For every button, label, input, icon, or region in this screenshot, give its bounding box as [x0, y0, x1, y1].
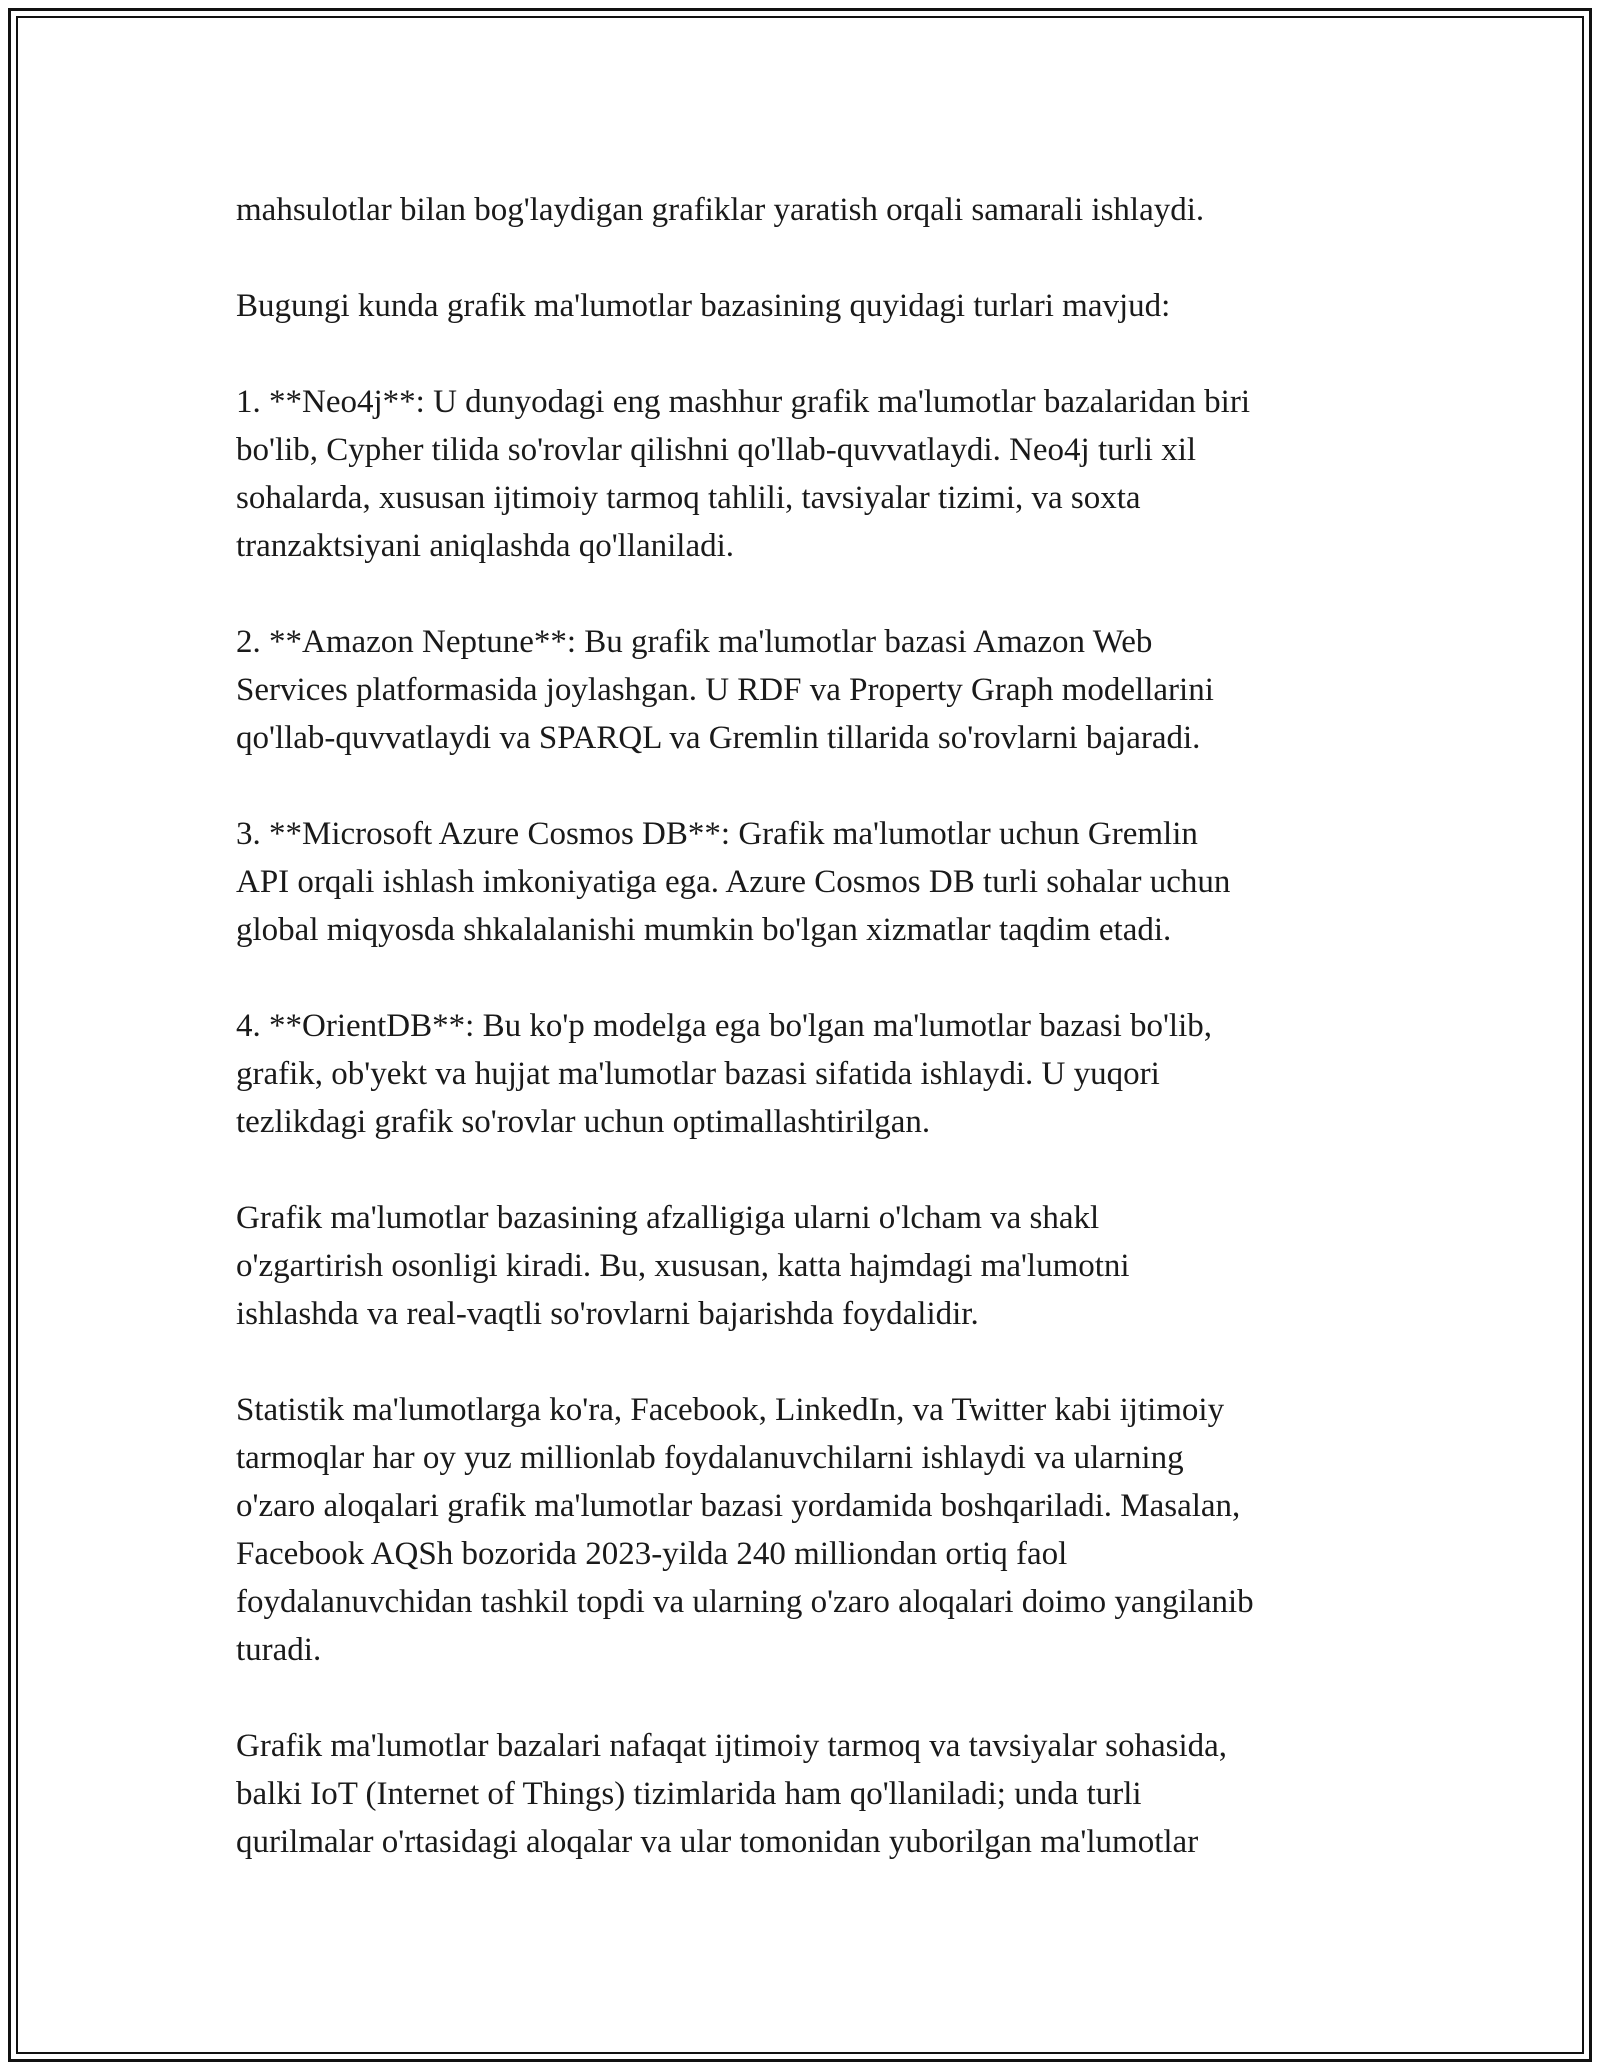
paragraph-types-heading: Bugungi kunda grafik ma'lumotlar bazasining quyidagi turlari mavjud:	[236, 288, 1171, 324]
document-body	[236, 186, 1386, 1866]
paragraph-intro-continuation: mahsulotlar bilan bog'laydigan grafiklar yaratish orqali samarali ishlaydi.	[236, 192, 1205, 228]
list-item-neo4j: 1. **Neo4j**: U dunyodagi eng mashhur grafik ma'lumotlar bazalaridan biri bo'lib, Cypher tilida so'rovlar qilishni qo'llab-quvvatlaydi. Neo4j turli xil sohalarda, xususan ijtimoiy tarmoq tahlili, tavsiyalar tizimi, va soxta tranzaktsiyani aniqlashda qo'llaniladi.	[236, 384, 1251, 564]
paragraph-advantages: Grafik ma'lumotlar bazasining afzalligiga ularni o'lcham va shakl o'zgartirish osonligi kiradi. Bu, xususan, katta hajmdagi ma'lumotni ishlashda va real-vaqtli so'rovlarni bajarishda foydalidir.	[236, 1200, 1130, 1332]
paragraph-iot: Grafik ma'lumotlar bazalari nafaqat ijtimoiy tarmoq va tavsiyalar sohasida, balki IoT (Internet of Things) tizimlarida ham qo'llaniladi; unda turli qurilmalar o'rtasidagi aloqalar va ular tomonidan yuborilgan ma'lumotlar	[236, 1728, 1228, 1860]
list-item-azure-cosmos-db: 3. **Microsoft Azure Cosmos DB**: Grafik ma'lumotlar uchun Gremlin API orqali ishlash imkoniyatiga ega. Azure Cosmos DB turli sohalar uchun global miqyosda shkalalanishi mumkin bo'lgan xizmatlar taqdim etadi.	[236, 816, 1231, 948]
list-item-orientdb: 4. **OrientDB**: Bu ko'p modelga ega bo'lgan ma'lumotlar bazasi bo'lib, grafik, ob'yekt va hujjat ma'lumotlar bazasi sifatida ishlaydi. U yuqori tezlikdagi grafik so'rovlar uchun optimallashtirilgan.	[236, 1008, 1213, 1140]
list-item-amazon-neptune: 2. **Amazon Neptune**: Bu grafik ma'lumotlar bazasi Amazon Web Services platformasida joylashgan. U RDF va Property Graph modellarini qo'llab-quvvatlaydi va SPARQL va Gremlin tillarida so'rovlarni bajaradi.	[236, 624, 1214, 756]
paragraph-statistics: Statistik ma'lumotlarga ko'ra, Facebook, LinkedIn, va Twitter kabi ijtimoiy tarmoqlar har oy yuz millionlab foydalanuvchilarni ishlaydi va ularning o'zaro aloqalari grafik ma'lumotlar bazasi yordamida boshqariladi. Masalan, Facebook AQSh bozorida 2023-yilda 240 milliondan ortiq faol foydalanuvchidan tashkil topdi va ularning o'zaro aloqalari doimo yangilanib turadi.	[236, 1392, 1254, 1668]
